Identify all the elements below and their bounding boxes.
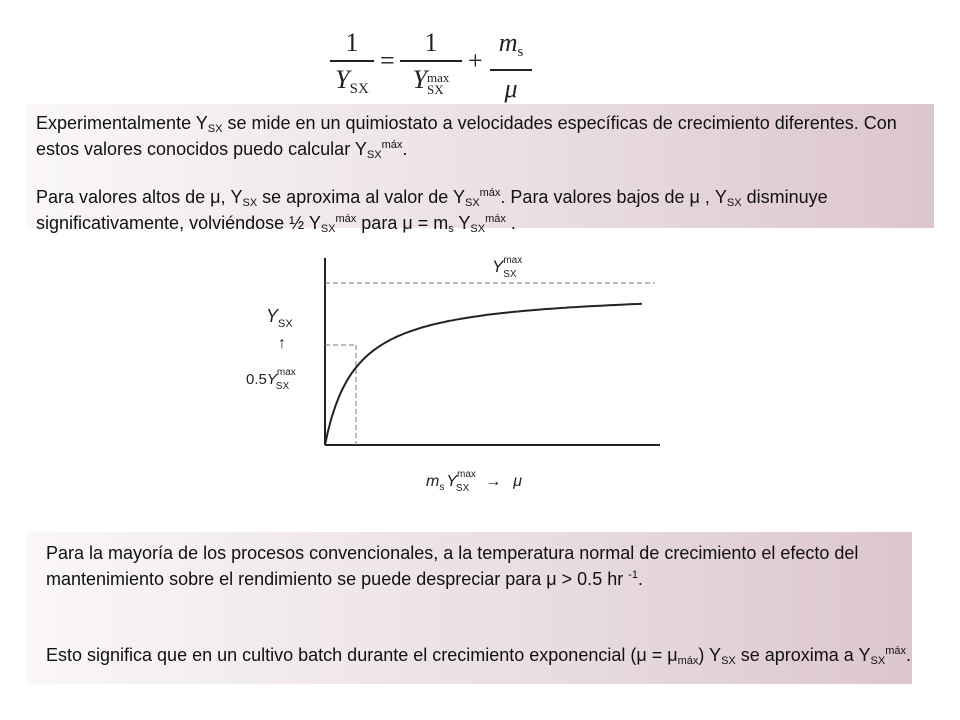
formula-plus: +: [468, 46, 483, 75]
yield-formula: [330, 28, 540, 103]
formula-lhs-numerator: 1: [345, 28, 359, 57]
graph-half-max-label: $0.5Y^{max}$ SX: [246, 367, 296, 392]
formula-lhs-fraction: 1 YSX: [330, 28, 374, 105]
paragraph-high-low-mu: Para valores altos de μ, $Y_{SX}$ se aproxima al valor de $Y_{SX}^{máx}$. Para valores bajos de μ , $Y_{SX}$ disminuye significativamente, volviéndose ½ $Y_{SX}^{máx}$ para $\mu = m_s$ $Y_{SX}^{máx}$ .: [36, 187, 828, 235]
graph-max-label: $Y^{max}$ SX: [492, 255, 523, 280]
paragraph-batch-culture: Esto significa que en un cultivo batch durante el crecimiento exponencial $(\mu = \mu_{máx})$ $Y_{SX}$ se aproxima a $Y_{SX}^{máx}$.: [46, 645, 911, 667]
yield-vs-mu-graph: [230, 250, 670, 500]
formula-rhs-fraction: ms μ: [490, 28, 532, 105]
paragraph-maintenance: Para la mayoría de los procesos convencionales, a la temperatura normal de crecimiento el efecto del mantenimiento sobre el rendimiento se puede despreciar para μ > 0.5 hr $^{-1}$.: [46, 543, 859, 589]
paragraph-chemostat: Experimentalmente $Y_{SX}$ se mide en un quimiostato a velocidades específicas de crecimiento diferentes. Con estos valores conocidos puedo calcular $Y_{SX}^{máx}$.: [36, 113, 897, 161]
formula-equals: =: [380, 46, 395, 75]
graph-up-arrow: ↑: [278, 335, 286, 352]
graph-x-label: $m_s$ $Y^{max}$ SX → μ: [426, 469, 523, 494]
graph-yield-curve: [325, 304, 642, 445]
formula-middle-fraction: 1 Y max SX: [400, 28, 462, 96]
graph-y-label: $Y_{SX}$: [266, 306, 293, 330]
